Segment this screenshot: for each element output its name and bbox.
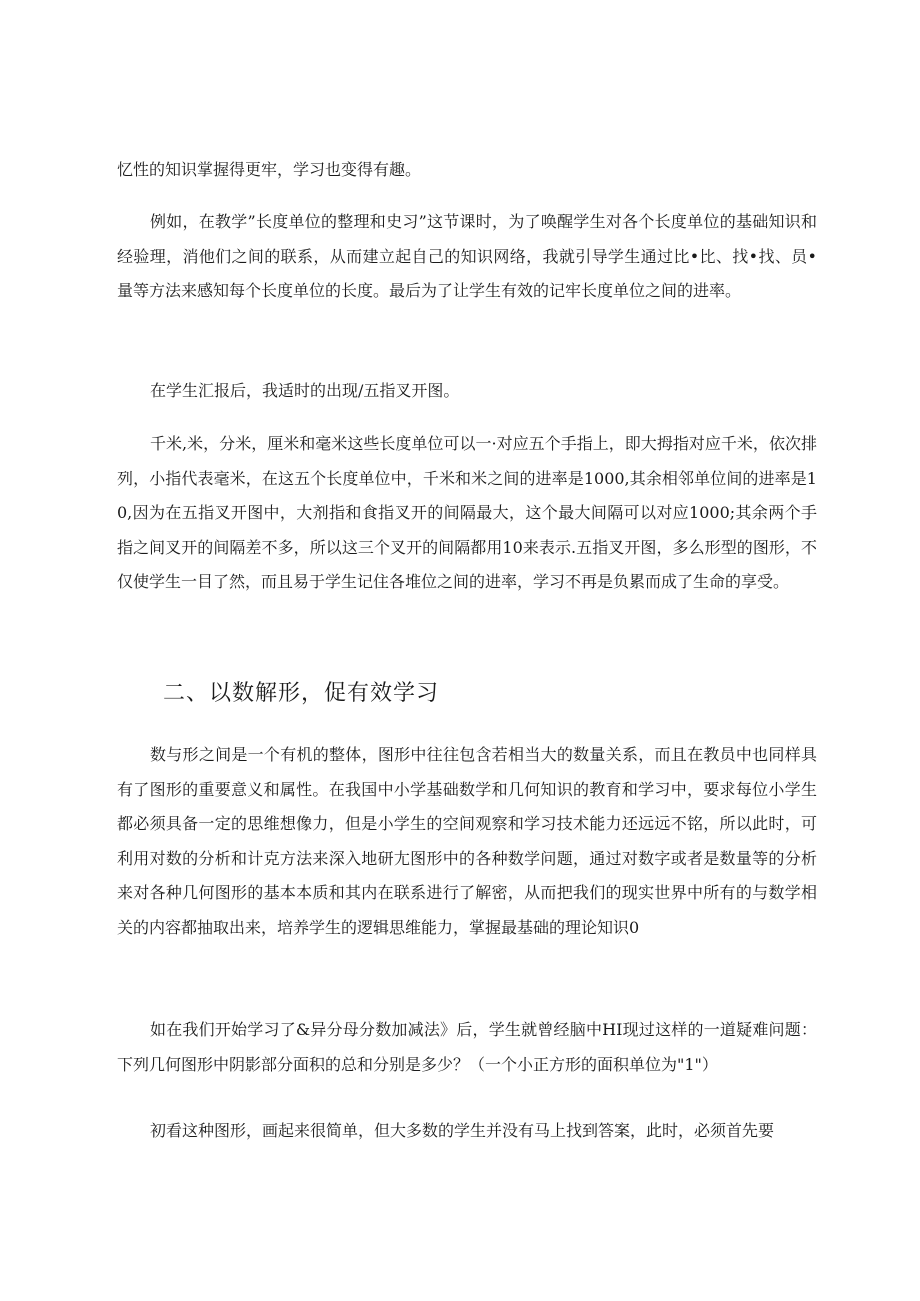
section-heading: 二、以数解形，促有效学习 — [163, 681, 440, 706]
paragraph-five-finger-diagram: 千米,米，分米，厘米和毫米这些长度单位可以一·对应五个手指上，即大拇指对应千米，依次排列，小指代表毫米，在这五个长度单位中，千米和米之间的进率是1000,其余相邻单位间的进率是10,因为在五指叉开图中，大剂指和食指叉开的间隔最大，这个最大间隔可以对应1000;其余两个手指之间叉开的间隔差不多，所以这三个叉开的间隔都用10来表示.五指叉开图，多么形型的图形，不仅使学生一目了然，而且易于学生记住各堆位之间的进率，学习不再是负累而成了生命的享受。 — [117, 434, 817, 591]
paragraph-continuation: 忆性的知识掌握得更牢，学习也变得有趣。 — [117, 160, 422, 179]
paragraph-student-report: 在学生汇报后，我适时的出现/五指叉开图。 — [150, 381, 460, 400]
paragraph-example-length-units: 例如，在教学”长度单位的整理和史习”这节课时，为了唤醒学生对各个长度单位的基础知识和经验理，消他们之间的联系，从而建立起自己的知识网络，我就引导学生通过比•比、找•找、员•量等方法来感知每个长度单位的长度。最后为了让学生有效的记牢长度单位之间的进率。 — [117, 212, 817, 300]
paragraph-fraction-problem: 如在我们开始学习了&异分母分数加减法》后，学生就曾经脑中HI现过这样的一道疑难问题：下列几何图形中阴影部分面积的总和分别是多少？（一个小正方形的面积单位为"1"） — [117, 1020, 817, 1074]
paragraph-first-look: 初看这种图形，画起来很简单，但大多数的学生并没有马上找到答案，此时，必须首先要 — [150, 1121, 775, 1140]
paragraph-number-and-shape: 数与形之间是一个有机的整体，图形中往往包含若相当大的数量关系，而且在教员中也同样具有了图形的重要意义和属性。在我国中小学基础数学和几何知识的教育和学习中，要求每位小学生都必须具备一定的思维想像力，但是小学生的空间观察和学习技术能力还远远不铭，所以此时，可利用对数的分析和计克方法来深入地研尢图形中的各种数学问题，通过对数字或者是数量等的分析来对各种几何图形的基本本质和其内在联系进行了解密，从而把我们的现实世界中所有的与数学相关的内容都抽取出来，培养学生的逻辑思维能力，掌握最基础的理论知识0 — [117, 745, 817, 937]
